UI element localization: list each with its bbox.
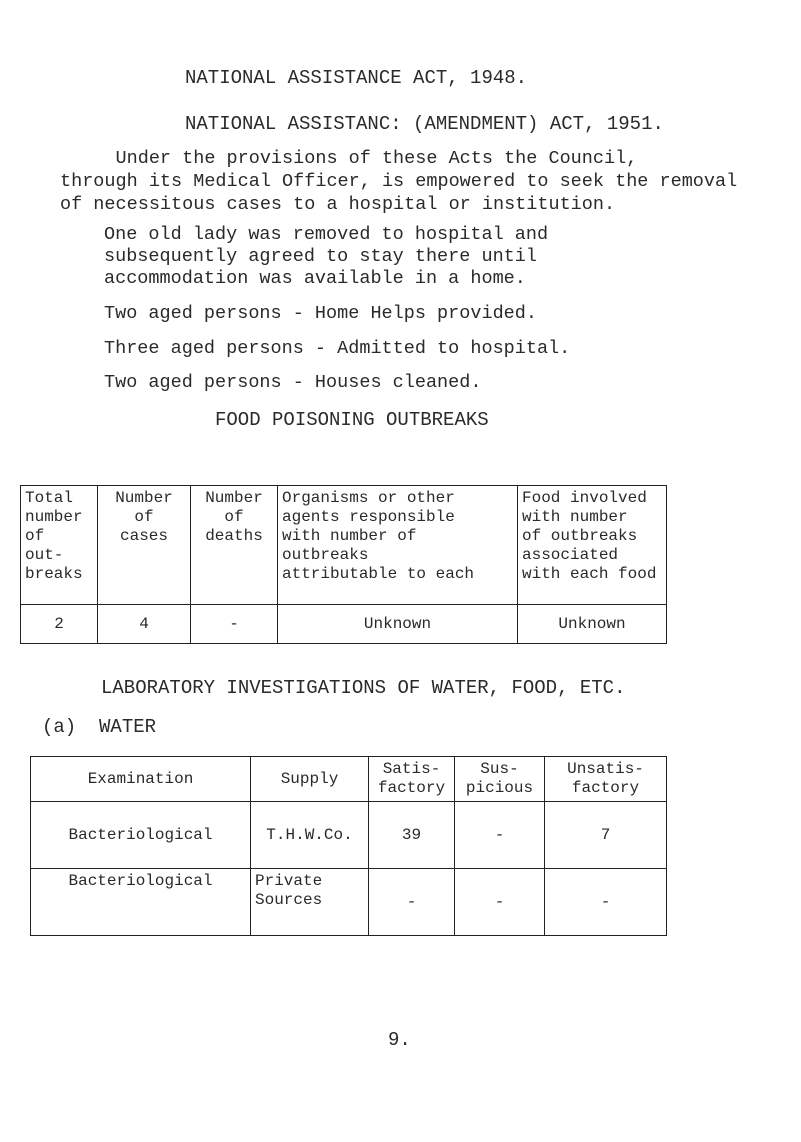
header-organisms: Organisms or other agents responsible with number of outbreaks attributable to each (278, 486, 518, 605)
cell-satisfactory: - (369, 869, 455, 936)
cell-examination: Bacteriological (31, 802, 251, 869)
header-supply: Supply (251, 757, 369, 802)
header-total-outbreaks: Total number of out- breaks (21, 486, 98, 605)
cell-suspicious: - (455, 869, 545, 936)
case-line: accommodation was available in a home. (104, 268, 526, 289)
heading-act-1948: NATIONAL ASSISTANCE ACT, 1948. (185, 67, 528, 89)
cell-food-involved: Unknown (518, 605, 667, 644)
intro-line: through its Medical Officer, is empowered to seek the removal (60, 171, 738, 192)
cell-examination: Bacteriological (31, 869, 251, 936)
cell-unsatisfactory: - (545, 869, 667, 936)
table-row (21, 605, 667, 644)
cell-satisfactory: 39 (369, 802, 455, 869)
case-line-hospital: Three aged persons - Admitted to hospital. (104, 338, 571, 359)
food-poisoning-table (20, 485, 667, 644)
intro-line: Under the provisions of these Acts the Council, (60, 148, 638, 169)
heading-act-1951: NATIONAL ASSISTANC: (AMENDMENT) ACT, 1951. (185, 113, 664, 135)
case-line-home-helps: Two aged persons - Home Helps provided. (104, 303, 537, 324)
cell-supply: T.H.W.Co. (251, 802, 369, 869)
cell-number-deaths: - (191, 605, 278, 644)
header-examination: Examination (31, 757, 251, 802)
table-row (31, 869, 667, 936)
header-satisfactory: Satis- factory (369, 757, 455, 802)
table-header-row (31, 757, 667, 802)
intro-paragraph (60, 147, 780, 216)
water-investigations-table (30, 756, 667, 936)
food-poisoning-title: FOOD POISONING OUTBREAKS (215, 409, 489, 431)
intro-line: of necessitous cases to a hospital or institution. (60, 194, 616, 215)
cell-organisms: Unknown (278, 605, 518, 644)
header-number-cases: Number of cases (98, 486, 191, 605)
table-header-row (21, 486, 667, 605)
header-unsatisfactory: Unsatis- factory (545, 757, 667, 802)
cell-supply: Private Sources (251, 869, 369, 936)
cell-unsatisfactory: 7 (545, 802, 667, 869)
case-line-houses-cleaned: Two aged persons - Houses cleaned. (104, 372, 482, 393)
cell-number-cases: 4 (98, 605, 191, 644)
header-suspicious: Sus- picious (455, 757, 545, 802)
case-line: One old lady was removed to hospital and (104, 224, 549, 245)
laboratory-title: LABORATORY INVESTIGATIONS OF WATER, FOOD, ETC. (101, 677, 626, 699)
cell-suspicious: - (455, 802, 545, 869)
case-paragraph (104, 224, 548, 290)
header-number-deaths: Number of deaths (191, 486, 278, 605)
header-food-involved: Food involved with number of outbreaks associated with each food (518, 486, 667, 605)
table-row (31, 802, 667, 869)
page-number: 9. (388, 1029, 411, 1051)
case-line: subsequently agreed to stay there until (104, 246, 537, 267)
cell-total-outbreaks: 2 (21, 605, 98, 644)
water-subsection-label: (a) WATER (42, 716, 157, 738)
